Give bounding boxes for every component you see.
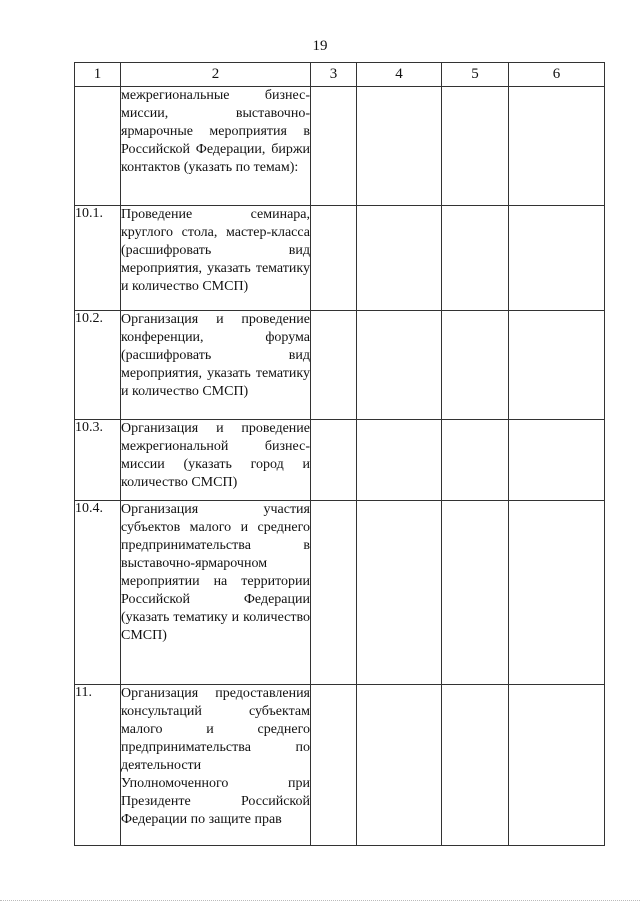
empty-cell (509, 685, 605, 846)
empty-cell (311, 685, 357, 846)
column-header-5: 5 (442, 63, 509, 87)
empty-cell (509, 420, 605, 501)
empty-cell (442, 501, 509, 685)
row-number (75, 87, 121, 206)
row-number: 10.1. (75, 206, 121, 311)
empty-cell (357, 206, 442, 311)
empty-cell (442, 685, 509, 846)
table-row (75, 311, 605, 420)
page-edge-divider (0, 900, 640, 901)
empty-cell (509, 206, 605, 311)
table-row (75, 501, 605, 685)
empty-cell (311, 420, 357, 501)
empty-cell (311, 501, 357, 685)
row-description: Организация участия субъектов малого и среднего предпринимательства в выставочно-ярмарочном мероприятии на территории Российской Федерации (указать тематику и количество СМСП) (121, 501, 311, 685)
row-description: межрегиональные бизнес-миссии, выставочно-ярмарочные мероприятия в Российской Федерации, биржи контактов (указать по темам): (121, 87, 311, 206)
table-row (75, 206, 605, 311)
row-number: 10.3. (75, 420, 121, 501)
row-number: 10.4. (75, 501, 121, 685)
column-header-6: 6 (509, 63, 605, 87)
row-number: 11. (75, 685, 121, 846)
empty-cell (357, 420, 442, 501)
table-header-row (75, 63, 605, 87)
column-header-4: 4 (357, 63, 442, 87)
empty-cell (442, 311, 509, 420)
empty-cell (311, 206, 357, 311)
column-header-3: 3 (311, 63, 357, 87)
empty-cell (311, 311, 357, 420)
table-row (75, 685, 605, 846)
row-number: 10.2. (75, 311, 121, 420)
empty-cell (509, 311, 605, 420)
table-row (75, 420, 605, 501)
row-description: Организация и проведение межрегиональной бизнес-миссии (указать город и количество СМСП) (121, 420, 311, 501)
empty-cell (509, 501, 605, 685)
column-header-1: 1 (75, 63, 121, 87)
table-row (75, 87, 605, 206)
empty-cell (442, 87, 509, 206)
empty-cell (357, 87, 442, 206)
empty-cell (509, 87, 605, 206)
empty-cell (357, 501, 442, 685)
empty-cell (357, 311, 442, 420)
empty-cell (442, 420, 509, 501)
empty-cell (442, 206, 509, 311)
column-header-2: 2 (121, 63, 311, 87)
page-number: 19 (312, 38, 328, 54)
row-description: Организация и проведение конференции, форума (расшифровать вид мероприятия, указать тематику и количество СМСП) (121, 311, 311, 420)
row-description: Проведение семинара, круглого стола, мастер-класса (расшифровать вид мероприятия, указать тематику и количество СМСП) (121, 206, 311, 311)
report-table (74, 62, 605, 846)
empty-cell (311, 87, 357, 206)
empty-cell (357, 685, 442, 846)
row-description: Организация предоставления консультаций субъектам малого и среднего предпринимательства по деятельности Уполномоченного при Президенте Российской Федерации по защите прав (121, 685, 311, 846)
